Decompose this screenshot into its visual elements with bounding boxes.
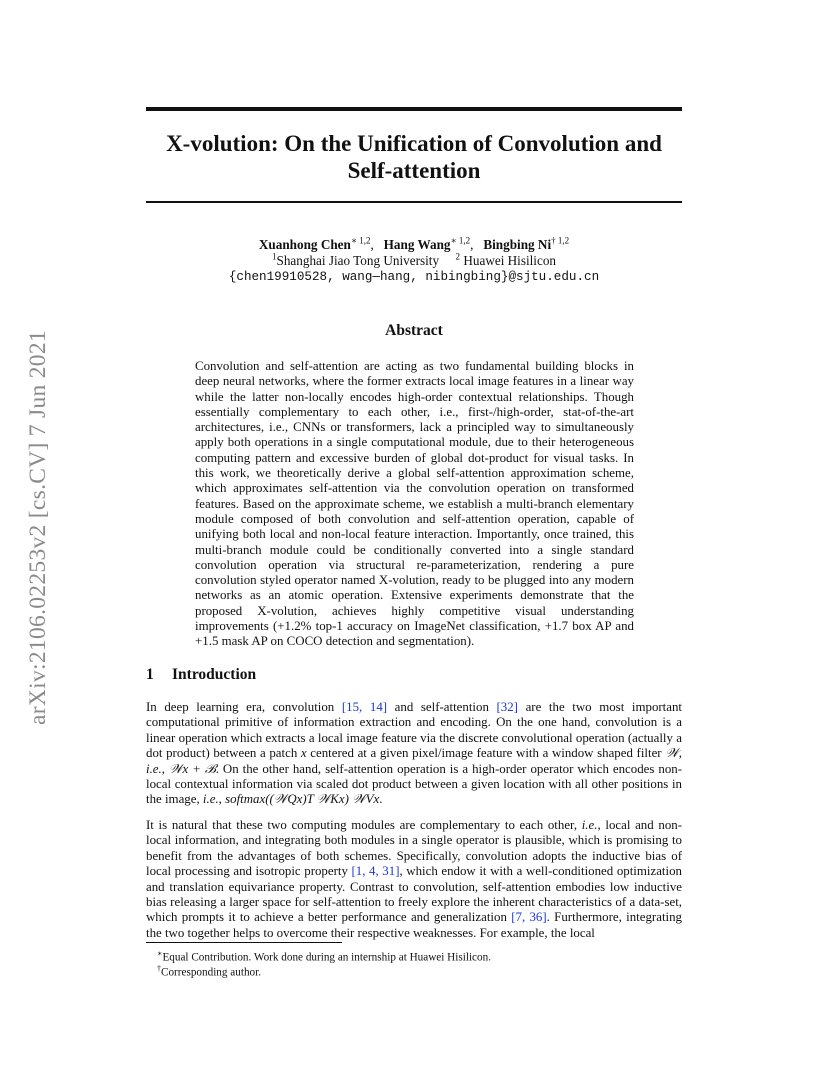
emphasis: i.e.	[581, 818, 598, 832]
paper-title: X-volution: On the Unification of Convolution and Self-attention	[166, 131, 662, 183]
affiliation-mark: 1	[271, 251, 277, 262]
text-run: and self-attention	[387, 700, 497, 714]
citation-link[interactable]: [7, 36]	[511, 910, 547, 925]
intro-paragraph-2	[146, 818, 682, 941]
text-run: In deep learning era, convolution	[146, 700, 342, 714]
author-block	[146, 237, 682, 285]
text-run: ,	[678, 746, 682, 761]
author-emails: {chen19910528, wang—hang, nibingbing}@sjtu.edu.cn	[228, 270, 600, 284]
text-run: are the two most important computational primitive of information extraction and encoding. On the one hand, convolution is a linear operation which extracts a local image feature via the discrete convolutional operation (actually a dot product) between a patch	[146, 700, 683, 761]
text-run: , which endow it with a well-conditioned optimization and translation equivariance property. Contrast to convolution, self-attention embodies low inductive bias releasing a larger space for self-attention to freely explore the inherent characteristics of a data-set, which prompts it to achieve a better performance and generalization	[146, 864, 682, 925]
affiliation-name: Shanghai Jiao Tong University	[276, 253, 440, 268]
arxiv-id: arXiv:2106.02253v2 [cs.CV] 7 Jun 2021	[24, 329, 51, 725]
footnote-rule	[146, 942, 342, 943]
author-mark: ∗ 1,2	[350, 235, 371, 246]
affiliation-name: Huawei Hisilicon	[463, 253, 557, 268]
text-run: , local and non-local information, and integrating both modules in a single operator is plausible, which is promising to benefit from the advantages of both schemes. Specifically, convolution adopts the inductive bias of local processing and isotropic property	[146, 818, 682, 879]
text-run: . On the other hand, self-attention operation is a high-order operator which encodes non-local contextual information via scaled dot product between a given location with all other positions in the image,	[146, 761, 683, 807]
intro-paragraph-1	[146, 700, 682, 808]
author-line: Xuanhong Chen$^{∗ 1,2}$, Hang Wang$^{∗ 1,2}$, Bingbing Ni$^{\dagger 1,2}$	[258, 235, 570, 252]
section-number: 1	[146, 666, 154, 683]
emphasis: i.e.	[146, 761, 162, 776]
math-inline: softmax((𝒲Qx)T 𝒲Kx) 𝒲Vx	[225, 792, 380, 807]
title-rule-top	[146, 107, 682, 111]
abstract-body: Convolution and self-attention are acting as two fundamental building blocks in deep neural networks, where the former extracts local image features in a linear way while the latter non-locally encodes high-order contextual relationships. Though essentially complementary to each other, i.e., first-/high-order, stat-of-the-art architectures, i.e., CNNs or transformers, lack a principled way to simultaneously apply both operations in a single computational module, due to their heterogeneous computing pattern and excessive burden of global dot-product for visual tasks. In this work, we theoretically derive a global self-attention approximation scheme, which approximates self-attention via the convolution operation on transformed features. Based on the approximate scheme, we establish a multi-branch elementary module composed of both convolution and self-attention operation, capable of unifying both local and non-local feature interaction. Importantly, once trained, this multi-branch module could be conditionally converted into a single standard convolution operation via structural re-parameterization, rendering a pure convolution styled operator named X-volution, ready to be plugged into any modern networks as an atomic operation. Extensive experiments demonstrate that the proposed X-volution, achieves highly competitive visual understanding improvements (+1.2% top-1 accuracy on ImageNet classification, +1.7 box AP and +1.5 mask AP on COCO detection and segmentation).	[195, 359, 634, 649]
citation-link[interactable]: [1, 4, 31]	[351, 864, 400, 879]
footnote-mark: ∗	[157, 949, 163, 958]
text-run: . Furthermore, integrating the two together helps to overcome their respective weaknesses. For example, the local	[146, 910, 682, 940]
text-run: .	[379, 792, 383, 807]
author-mark: † 1,2	[551, 235, 570, 246]
author-mark: ∗ 1,2	[450, 235, 471, 246]
footnote-mark: †	[157, 964, 161, 973]
footnote-text: Equal Contribution. Work done during an internship at Huawei Hisilicon.	[162, 951, 491, 964]
title-rule-bottom	[146, 201, 682, 203]
text-run: ,	[161, 761, 169, 776]
text-run: ,	[218, 792, 226, 807]
author-name: Bingbing Ni	[483, 237, 552, 252]
footnote-text: Corresponding author.	[161, 966, 262, 979]
affiliation-line	[146, 253, 682, 269]
citation-link[interactable]: [15, 14]	[341, 700, 388, 714]
math-inline: x	[300, 746, 307, 761]
arxiv-sidebar-stamp	[18, 297, 58, 757]
footnote-2	[157, 962, 261, 980]
text-run: centered at a given pixel/image feature with a window shaped filter	[306, 746, 666, 761]
author-name: Hang Wang	[383, 237, 451, 252]
section-heading	[146, 666, 256, 684]
citation-link[interactable]: [32]	[496, 700, 518, 714]
author-name: Xuanhong Chen	[258, 237, 351, 252]
math-inline: 𝒲	[665, 746, 679, 761]
section-title: Introduction	[172, 666, 257, 683]
emphasis: i.e.	[202, 792, 219, 807]
math-inline: 𝒲x + ℬ	[168, 761, 216, 776]
text-run: It is natural that these two computing modules are complementary to each other,	[146, 818, 582, 832]
affiliation-mark: 2	[455, 251, 461, 262]
abstract-heading: Abstract	[385, 322, 443, 339]
